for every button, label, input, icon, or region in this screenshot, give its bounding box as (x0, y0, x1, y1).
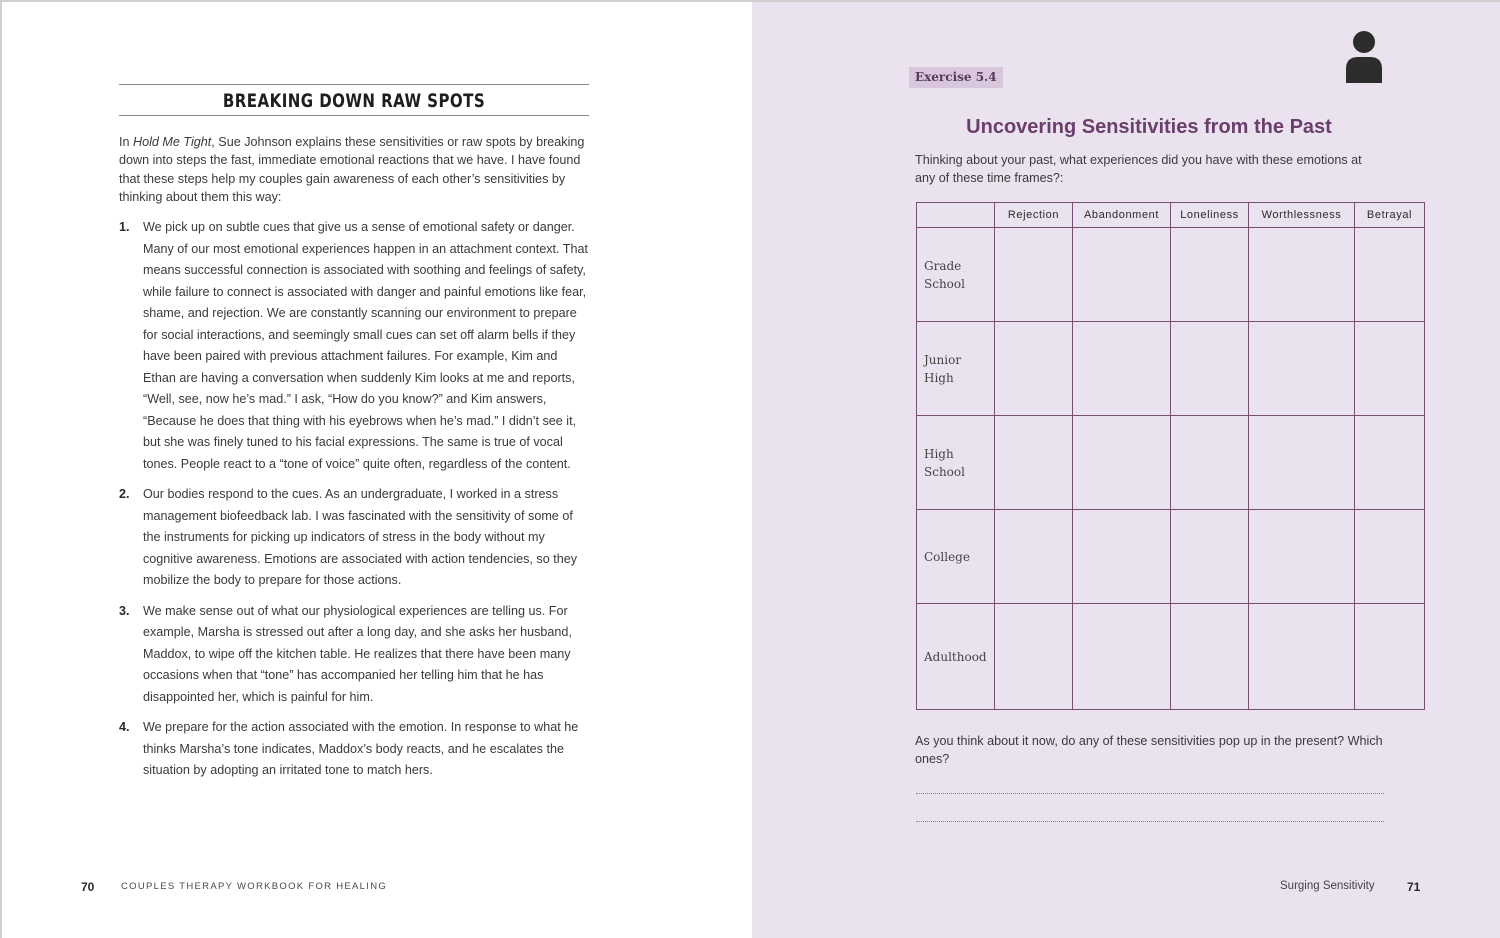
table-cell[interactable] (1171, 510, 1249, 604)
table-cell[interactable] (1355, 416, 1425, 510)
intro-pre: In (119, 135, 134, 149)
followup-question: As you think about it now, do any of these sensitivities pop up in the present? Which ones? (915, 734, 1383, 767)
heading-rule-bottom (119, 115, 589, 116)
table-row (917, 228, 1425, 322)
step-4 (119, 717, 589, 782)
exercise-title: Uncovering Sensitivities from the Past (966, 116, 1332, 138)
row-label-grade-school (917, 228, 995, 322)
column-header-loneliness: Loneliness (1171, 203, 1249, 228)
step-number: 2. (119, 487, 130, 501)
table-cell[interactable] (1249, 510, 1355, 604)
row-label-line: School (924, 464, 965, 479)
table-header-row (917, 203, 1425, 228)
table-row (917, 416, 1425, 510)
running-head-left: COUPLES THERAPY WORKBOOK FOR HEALING (121, 881, 388, 892)
row-label-high-school (917, 416, 995, 510)
step-text: We make sense out of what our physiological experiences are telling us. For example, Marsha is stressed out after a long day, and she asks her husband, Maddox, to wipe off the kitchen table. He realizes that there have been many occasions when that “tone” has accompanied her telling him that he has disappointed her, which is painful for him. (143, 603, 572, 704)
table-row (917, 510, 1425, 604)
step-text: We prepare for the action associated with the emotion. In response to what he thinks Marsha’s tone indicates, Maddox’s body reacts, and he escalates the situation by adopting an irritated tone to match hers. (143, 720, 579, 777)
answer-line[interactable] (916, 793, 1384, 794)
step-number: 3. (119, 603, 130, 618)
column-header-rejection: Rejection (995, 203, 1073, 228)
table-cell[interactable] (1171, 322, 1249, 416)
row-label-line: Grade (924, 258, 962, 273)
exercise-badge: Exercise 5.4 (909, 67, 1003, 88)
table-cell[interactable] (1355, 510, 1425, 604)
step-2 (119, 484, 589, 592)
row-label-line: High (924, 446, 954, 461)
table-cell[interactable] (1073, 510, 1171, 604)
table-cell[interactable] (1249, 416, 1355, 510)
table-cell[interactable] (1073, 604, 1171, 710)
table-cell[interactable] (1355, 228, 1425, 322)
section-heading: BREAKING DOWN RAW SPOTS (222, 90, 486, 112)
right-page (752, 2, 1500, 938)
running-head-right: Surging Sensitivity (1280, 880, 1375, 892)
table-cell[interactable] (995, 510, 1073, 604)
row-label-college: College (917, 510, 995, 604)
step-text: Our bodies respond to the cues. As an undergraduate, I worked in a stress management biofeedback lab. I was fascinated with the sensitivity of some of the instruments for picking up indicators of stress in the body without my cognitive awareness. Emotions are associated with action tendencies, so they mobilize the body to prepare for those actions. (143, 487, 578, 587)
intro-paragraph (119, 133, 589, 206)
table-cell[interactable] (995, 416, 1073, 510)
answer-line[interactable] (916, 821, 1384, 822)
table-cell[interactable] (995, 604, 1073, 710)
step-1 (119, 217, 589, 475)
row-label-line: Junior (924, 352, 962, 367)
table-cell[interactable] (1073, 228, 1171, 322)
column-header-worthlessness: Worthlessness (1249, 203, 1355, 228)
exercise-prompt: Thinking about your past, what experiences did you have with these emotions at any of these time frames?: (915, 153, 1362, 186)
table-cell[interactable] (1249, 228, 1355, 322)
table-cell[interactable] (1355, 604, 1425, 710)
person-icon (1344, 29, 1384, 84)
table-cell[interactable] (1249, 604, 1355, 710)
heading-rule-top (119, 84, 589, 85)
intro-post: , Sue Johnson explains these sensitivities or raw spots by breaking down into steps the fast, immediate emotional reactions that we have. I have found that these steps help my couples gain awareness of each other’s sensitivities by thinking about them this way: (119, 135, 585, 204)
table-row (917, 322, 1425, 416)
sensitivities-table (916, 202, 1425, 710)
table-cell[interactable] (995, 228, 1073, 322)
page-number-right: 71 (1407, 880, 1421, 894)
column-header-abandonment: Abandonment (1073, 203, 1171, 228)
row-label-junior-high (917, 322, 995, 416)
row-label-line: High (924, 370, 954, 385)
table-cell[interactable] (1171, 416, 1249, 510)
steps-list (119, 217, 589, 791)
row-label-adulthood: Adulthood (917, 604, 995, 710)
table-cell[interactable] (1073, 322, 1171, 416)
table-header-blank (917, 203, 995, 228)
table-cell[interactable] (1355, 322, 1425, 416)
table-cell[interactable] (1073, 416, 1171, 510)
step-number: 1. (119, 220, 130, 234)
table-cell[interactable] (995, 322, 1073, 416)
left-page (2, 2, 752, 938)
step-number: 4. (119, 720, 130, 734)
column-header-betrayal: Betrayal (1355, 203, 1425, 228)
table-cell[interactable] (1171, 604, 1249, 710)
row-label-line: School (924, 276, 965, 291)
table-cell[interactable] (1249, 322, 1355, 416)
table-row (917, 604, 1425, 710)
table-cell[interactable] (1171, 228, 1249, 322)
book-title: Hold Me Tight (133, 135, 212, 149)
step-text: We pick up on subtle cues that give us a sense of emotional safety or danger. Many of our most emotional experiences happen in an attachment context. That means successful connection is associated with soothing and feelings of safety, while failure to connect is associated with danger and painful emotions like fear, shame, and rejection. We are constantly scanning our environment to prepare for social interactions, and seemingly small cues can set off alarm bells if they have been paired with previous attachment failures. For example, Kim and Ethan are having a conversation when suddenly Kim looks at me and reports, “Well, see, now he’s mad.” I ask, “How do you know?” and Kim answers, “Because he does that thing with his eyebrows when he’s mad.” I didn’t see it, but she was finely tuned to his facial expressions. The same is true of vocal tones. People react to a “tone of voice” quite often, regardless of the content. (143, 220, 589, 471)
step-3 (119, 601, 589, 709)
page-number-left: 70 (81, 880, 95, 894)
